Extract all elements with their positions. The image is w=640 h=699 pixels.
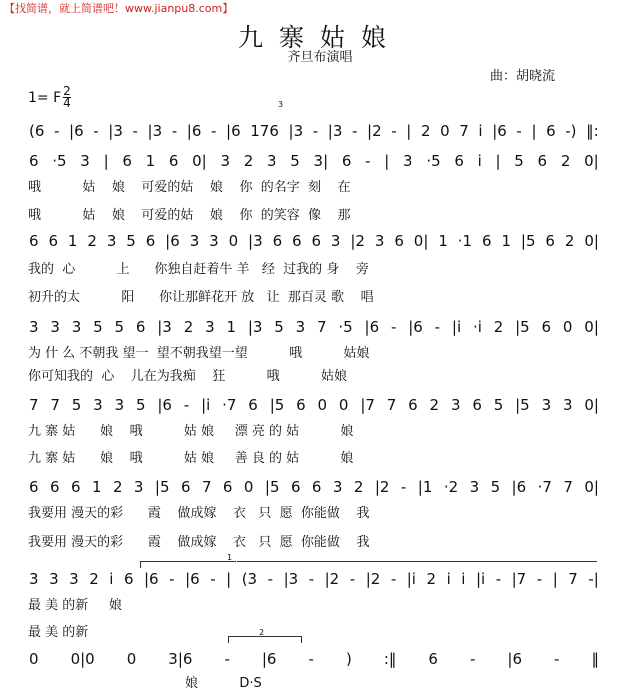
note: - (400, 478, 407, 496)
note: | (495, 152, 501, 170)
note: 0| (192, 152, 207, 170)
note: |i (475, 570, 486, 588)
notation-line (28, 568, 600, 590)
lyric-line (28, 621, 600, 639)
note: - (308, 570, 315, 588)
note: 6 (122, 152, 132, 170)
note: 1 (226, 318, 236, 336)
note: |i (406, 570, 416, 588)
note: | (531, 122, 537, 140)
note: 1 (91, 478, 102, 496)
note: - (210, 570, 216, 588)
note: - (169, 570, 175, 588)
note: 3 (69, 570, 79, 588)
note: 6 (70, 478, 81, 496)
note: |3 (247, 318, 263, 336)
note: 3 (80, 152, 90, 170)
note: ·7 (222, 396, 237, 414)
note: 3 (189, 232, 200, 250)
note: 5 (490, 478, 501, 496)
note: - (54, 122, 60, 140)
note: 5 (93, 318, 103, 336)
note: |3 (327, 122, 343, 140)
note: 7 (568, 570, 578, 588)
note: i (477, 152, 482, 170)
note: - (267, 570, 274, 588)
note: |i (451, 318, 462, 336)
note: 6 (545, 232, 555, 250)
note: 5 (493, 396, 504, 414)
note: | (384, 152, 390, 170)
note: - (390, 570, 397, 588)
lyric-text: 娘 D·S (28, 675, 262, 691)
note: - (183, 396, 190, 414)
note: - (516, 122, 522, 140)
lyric-text: 哦 姑 娘 可爱的姑 娘 你 的名字 刻 在 (28, 179, 351, 195)
note: 2 (426, 570, 437, 588)
note: 2 (87, 232, 97, 250)
lyric-line (28, 594, 600, 612)
note: (6 (29, 122, 45, 140)
note: 1 (501, 232, 511, 250)
note: - (351, 122, 358, 140)
note: - (536, 570, 543, 588)
note: |3 (157, 318, 172, 336)
time-signature (63, 86, 71, 109)
note: - (391, 122, 397, 140)
note: |3 (147, 122, 163, 140)
note: 3 (267, 152, 277, 170)
note: 0| (584, 478, 599, 496)
note: |6 (185, 570, 200, 588)
lyric-text: 哦 姑 娘 可爱的姑 娘 你 的笑容 像 那 (28, 207, 351, 223)
note: 7 (317, 318, 327, 336)
note: 3|6 (168, 650, 193, 668)
note: 2 (560, 152, 571, 170)
lyric-line (28, 176, 600, 194)
note: 3 (71, 318, 82, 336)
note: 3 (114, 396, 125, 414)
site-banner[interactable]: 【找简谱，就上简谱吧！www.jianpu8.com】 (4, 2, 234, 15)
note: - (171, 122, 178, 140)
note: 0 (243, 478, 254, 496)
note: 0 (562, 318, 573, 336)
note: 6 (222, 478, 233, 496)
note: 7 (459, 122, 469, 140)
volta-second (228, 628, 302, 643)
lyric-line (28, 342, 600, 360)
note: 0| (584, 396, 599, 414)
note: 3 (295, 318, 306, 336)
note: 5 (290, 152, 300, 170)
note: ) (345, 650, 352, 668)
note: -| (588, 570, 599, 588)
note: ·7 (537, 478, 552, 496)
note: 6 (123, 570, 134, 588)
note: 3 (133, 478, 144, 496)
note: 3 (205, 318, 215, 336)
note: |3 (283, 570, 299, 588)
note: ·5 (52, 152, 67, 170)
note: 1 (438, 232, 448, 250)
note: |6 (69, 122, 84, 140)
lyric-line (28, 204, 600, 222)
note: ·5 (338, 318, 353, 336)
note: |6 (507, 650, 522, 668)
note: | (103, 152, 109, 170)
note: |3 (108, 122, 123, 140)
note: 6 (292, 232, 302, 250)
note: |2 (365, 570, 381, 588)
note: 6 (168, 152, 179, 170)
note: - (224, 650, 230, 668)
song-title: 九寨姑娘 (237, 23, 402, 52)
note: i (446, 570, 451, 588)
note: | (226, 570, 232, 588)
time-bottom: 4 (63, 96, 71, 110)
lyric-text: 九 寨 姑 娘 哦 姑 娘 漂 亮 的 姑 娘 (28, 423, 354, 439)
singer: 齐旦布演唱 (287, 50, 353, 65)
note: 0 (440, 122, 450, 140)
note: 0| (584, 318, 599, 336)
volta-line (237, 561, 597, 562)
notation-line (28, 150, 600, 172)
lyric-text: 为 什 么 不朝我 望一 望不朝我望一望 哦 姑娘 (28, 345, 370, 361)
note: 5 (135, 396, 146, 414)
note: 0 (317, 396, 328, 414)
lyric-text: 最 美 的新 (28, 624, 89, 640)
note: - (211, 122, 217, 140)
note: 6 (408, 396, 418, 414)
note: i (461, 570, 466, 588)
notation-line (28, 394, 600, 416)
lyric-text: 我的 心 上 你独自赶着牛 羊 经 过我的 身 旁 (28, 261, 369, 277)
note: 6 (472, 396, 482, 414)
lyric-line (28, 420, 600, 438)
lyric-line (28, 531, 600, 549)
note: 6 (394, 232, 404, 250)
note: - (93, 122, 99, 140)
notation-line (28, 120, 600, 142)
notation-line (28, 316, 600, 338)
lyric-text: 最 美 的新 娘 (28, 597, 122, 613)
note: 3 (332, 478, 343, 496)
lyric-line (28, 502, 600, 520)
note: 3 (469, 478, 480, 496)
volta-first-label: 1 (227, 553, 233, 562)
note: 2 (112, 478, 123, 496)
note: 6 (49, 478, 60, 496)
note: - (132, 122, 138, 140)
composer: 曲：胡晓流 (490, 69, 556, 84)
note: 6 (145, 232, 156, 250)
notation-line (28, 230, 600, 252)
note: |6 (144, 570, 159, 588)
lyric-text: 九 寨 姑 娘 哦 姑 娘 善 良 的 姑 娘 (28, 450, 354, 466)
lyric-text: 我要用 漫天的彩 霞 做成嫁 衣 只 愿 你能做 我 (28, 534, 370, 550)
note: |6 (492, 122, 507, 140)
lyric-text: 我要用 漫天的彩 霞 做成嫁 衣 只 愿 你能做 我 (28, 505, 370, 521)
note: 0 (228, 232, 239, 250)
notation-line (28, 648, 600, 670)
note: 3 (450, 396, 461, 414)
note: 3 (330, 232, 341, 250)
note: 2 (89, 570, 99, 588)
note: - (434, 318, 441, 336)
note: 6 (29, 232, 39, 250)
note: 6 (537, 152, 548, 170)
note: |7 (511, 570, 527, 588)
note: - (365, 152, 371, 170)
note: 6 (296, 396, 306, 414)
note: |6 (165, 232, 180, 250)
note: |2 (367, 122, 382, 140)
note: |6 (157, 396, 172, 414)
volta-first (140, 553, 236, 568)
lyric-line (28, 447, 600, 465)
note: 3 (374, 232, 385, 250)
note: 0| (584, 232, 599, 250)
note: - (495, 570, 502, 588)
note: 6 (29, 152, 39, 170)
note: - (390, 318, 397, 336)
note: |2 (350, 232, 365, 250)
note: 3 (209, 232, 219, 250)
note: 0| (584, 152, 599, 170)
note: |6 (364, 318, 380, 336)
note: |5 (264, 478, 280, 496)
note: ·1 (457, 232, 473, 250)
note: ‖: (586, 122, 599, 140)
note: 2 (243, 152, 254, 170)
note: 6 (272, 232, 283, 250)
note: |5 (520, 232, 536, 250)
note: 3 (106, 232, 117, 250)
note: |6 (226, 122, 241, 140)
key-label: 1= F (28, 89, 62, 106)
note: (3 (241, 570, 258, 588)
note: 3 (29, 318, 39, 336)
note: 6 (290, 478, 301, 496)
note: - (349, 570, 356, 588)
note: |5 (515, 396, 530, 414)
note: ·i (472, 318, 482, 336)
note: |6 (408, 318, 423, 336)
note: 6 (29, 478, 39, 496)
note: - (308, 650, 314, 668)
notation-line (28, 476, 600, 498)
note: |6 (261, 650, 277, 668)
note: -) (565, 122, 577, 140)
note: 5 (114, 318, 125, 336)
note: 7 (386, 396, 397, 414)
note: 5 (71, 396, 82, 414)
note: |3 (248, 232, 263, 250)
note: 6 (135, 318, 146, 336)
note: 2 (353, 478, 364, 496)
note: |5 (515, 318, 530, 336)
note: 6 (481, 232, 492, 250)
note: | (406, 122, 412, 140)
note: 3 (93, 396, 103, 414)
note: ·2 (443, 478, 459, 496)
time-top: 2 (63, 84, 71, 98)
note: 6 (48, 232, 58, 250)
lyric-text: 你可知我的 心 儿在为我痴 狂 哦 姑娘 (28, 368, 347, 384)
lyric-line (28, 286, 600, 304)
note: |5 (154, 478, 170, 496)
note: 3 (50, 318, 60, 336)
note: 0 (338, 396, 349, 414)
note: |6 (186, 122, 202, 140)
note: ·5 (426, 152, 441, 170)
note: 6 (311, 232, 322, 250)
note: 5 (126, 232, 136, 250)
note: 3 (29, 570, 39, 588)
note: 3 (403, 152, 413, 170)
note: 3 (562, 396, 573, 414)
note: 3 (220, 152, 231, 170)
note: 2 (183, 318, 194, 336)
lyric-text: 初升的太 阳 你让那鲜花开 放 让 那百灵 歌 唱 (28, 289, 374, 305)
note: |3 (288, 122, 304, 140)
note: 0 (126, 650, 137, 668)
note: 5 (514, 152, 524, 170)
note: 2 (420, 122, 431, 140)
volta-second-label: 2 (259, 628, 265, 637)
lyric-line (28, 365, 600, 383)
note: 6 (541, 318, 552, 336)
note: 7 (563, 478, 573, 496)
note: :‖ (383, 650, 397, 668)
note: 0 (29, 650, 39, 668)
note: |2 (324, 570, 340, 588)
note: i (478, 122, 483, 140)
note: ‖ (591, 650, 599, 668)
note: 6 (341, 152, 352, 170)
note: |1 (417, 478, 433, 496)
note: |2 (374, 478, 390, 496)
key-signature (28, 86, 71, 109)
note: - (312, 122, 319, 140)
note: | (552, 570, 558, 588)
note: 6 (428, 650, 438, 668)
note: 176 (250, 122, 279, 140)
note: 3 (541, 396, 552, 414)
note: |i (201, 396, 211, 414)
note: |5 (269, 396, 285, 414)
note: 0| (413, 232, 429, 250)
note: i (109, 570, 114, 588)
note: - (469, 650, 476, 668)
lyric-line (28, 672, 600, 690)
lyric-line (28, 258, 600, 276)
note: 7 (50, 396, 60, 414)
note: |6 (511, 478, 527, 496)
note: 2 (493, 318, 504, 336)
note: 2 (429, 396, 440, 414)
note: 7 (29, 396, 39, 414)
note: 1 (67, 232, 78, 250)
note: 2 (564, 232, 575, 250)
note: 3| (313, 152, 329, 170)
note: 6 (180, 478, 191, 496)
note: 6 (311, 478, 322, 496)
note: - (554, 650, 560, 668)
note: 0|0 (70, 650, 95, 668)
triplet-mark: 3 (278, 100, 284, 109)
note: 5 (274, 318, 284, 336)
note: 7 (201, 478, 212, 496)
note: 1 (145, 152, 156, 170)
note: 3 (49, 570, 59, 588)
note: 6 (248, 396, 258, 414)
note: 6 (546, 122, 556, 140)
note: 6 (454, 152, 464, 170)
note: |7 (360, 396, 375, 414)
